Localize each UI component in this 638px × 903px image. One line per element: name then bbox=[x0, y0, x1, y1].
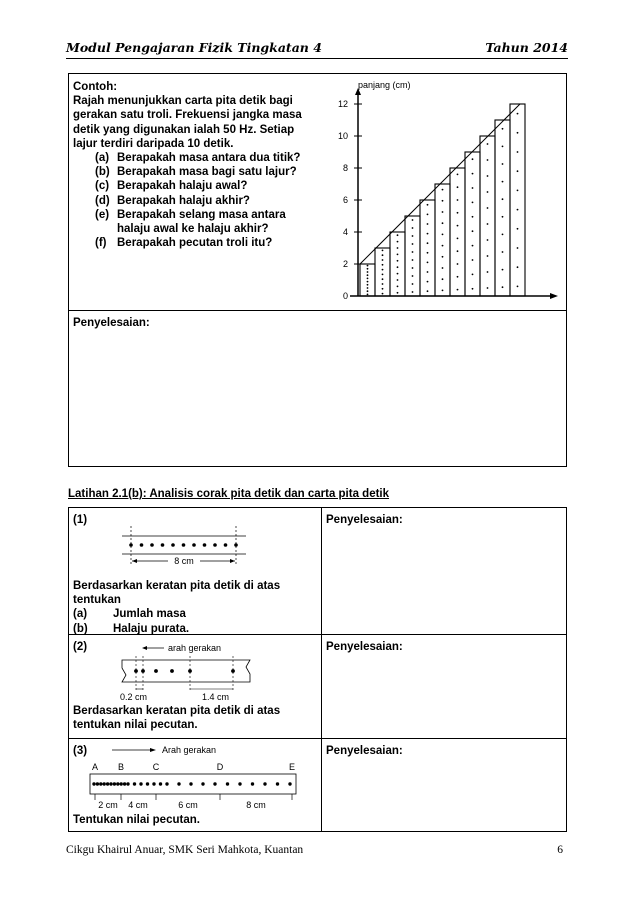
contoh-text bbox=[73, 80, 319, 250]
exercise-3-number: (3) bbox=[73, 745, 88, 757]
chart-strip-dot bbox=[517, 132, 519, 134]
tape-3-dot bbox=[109, 782, 112, 785]
tape-2-dot bbox=[141, 669, 145, 673]
chart-strip-dot bbox=[472, 259, 474, 261]
chart-strip-dot bbox=[442, 245, 444, 247]
header-title: Modul Pengajaran Fizik Tingkatan 4 bbox=[66, 40, 322, 55]
exercise-3-penyelesaian: Penyelesaian: bbox=[326, 745, 403, 757]
tape-3-dot bbox=[106, 782, 109, 785]
chart-strip-dot bbox=[442, 222, 444, 224]
footer-author: Cikgu Khairul Anuar, SMK Seri Mahkota, Kuantan bbox=[66, 844, 304, 856]
chart-tick-label: 0 bbox=[342, 291, 348, 301]
chart-strip-dot bbox=[412, 259, 414, 261]
tape-2 bbox=[112, 638, 262, 702]
chart-strip-dot bbox=[487, 159, 489, 161]
chart-strip-dot bbox=[502, 286, 504, 288]
tape-3-dot bbox=[133, 782, 136, 785]
chart-strip-dot bbox=[457, 263, 459, 265]
tape-1-dot bbox=[224, 543, 228, 547]
chart-strip-dot bbox=[412, 267, 414, 269]
header-rule bbox=[66, 58, 568, 59]
tape-1-dot bbox=[171, 543, 175, 547]
chart-tick-label: 10 bbox=[337, 131, 348, 141]
tape-1-dot bbox=[161, 543, 165, 547]
tape-3-segment-label: 4 cm bbox=[128, 800, 148, 810]
tape-1-dot bbox=[182, 543, 186, 547]
tape-3-dot bbox=[96, 782, 99, 785]
question-e: (e) Berapakah selang masa antara halaju awal ke halaju akhir? bbox=[95, 208, 286, 236]
contoh-intro: Rajah menunjukkan carta pita detik bagi gerakan satu troli. Frekuensi jangka masa detik yang digunakan ialah 50 Hz. Setiap lajur terdiri daripada 10 detik. bbox=[73, 95, 302, 150]
chart-strip-dot bbox=[442, 189, 444, 191]
chart-strip-dot bbox=[412, 275, 414, 277]
chart-strip-dot bbox=[382, 274, 384, 276]
tape-3-dot bbox=[201, 782, 204, 785]
tape-1-length-label: 8 cm bbox=[174, 556, 194, 566]
chart-strip-dot bbox=[472, 202, 474, 204]
chart-strip-dot bbox=[427, 204, 429, 206]
chart-strip-dot bbox=[457, 289, 459, 291]
chart-strip-dot bbox=[457, 212, 459, 214]
tape-1-dot bbox=[140, 543, 144, 547]
chart-strip-dot bbox=[427, 223, 429, 225]
chart-strip-dot bbox=[382, 278, 384, 280]
chart-strip-dot bbox=[517, 209, 519, 211]
exercise-1-number: (1) bbox=[73, 514, 88, 526]
chart-strip-dot bbox=[412, 243, 414, 245]
chart-strip-dot bbox=[472, 245, 474, 247]
chart-strip-dot bbox=[412, 235, 414, 237]
chart-strip-dot bbox=[382, 283, 384, 285]
tape-3-segment-label: 6 cm bbox=[178, 800, 198, 810]
latihan-col-divider bbox=[321, 507, 322, 832]
header-year: Tahun 2014 bbox=[485, 40, 568, 55]
contoh-penyelesaian: Penyelesaian: bbox=[73, 317, 150, 329]
chart-strip-dot bbox=[427, 262, 429, 264]
tape-3-dot bbox=[126, 782, 129, 785]
chart-strip-dot bbox=[457, 174, 459, 176]
tape-2-dot bbox=[154, 669, 158, 673]
tape-2-dot bbox=[134, 669, 138, 673]
tape-3-dot bbox=[165, 782, 168, 785]
chart-ylabel: panjang (cm) bbox=[358, 80, 411, 90]
question-b: (b) Berapakah masa bagi satu lajur? bbox=[95, 166, 297, 179]
tape-2-dot bbox=[188, 669, 192, 673]
exercise-1-a: (a) Jumlah masa bbox=[73, 608, 186, 621]
contoh-divider bbox=[68, 310, 567, 311]
tape-3-point-label: C bbox=[152, 762, 160, 772]
chart-strip-dot bbox=[487, 271, 489, 273]
tape-3-dot bbox=[159, 782, 162, 785]
question-a: (a) Berapakah masa antara dua titik? bbox=[95, 152, 301, 165]
chart-strip-dot bbox=[397, 260, 399, 262]
chart-strip-dot bbox=[382, 293, 384, 295]
question-c: (c) Berapakah halaju awal? bbox=[95, 180, 248, 193]
chart-strip-dot bbox=[517, 266, 519, 268]
tape-3-point-label: D bbox=[216, 762, 224, 772]
tape-1-dot bbox=[192, 543, 196, 547]
chart-strip-dot bbox=[472, 173, 474, 175]
chart-strip-dot bbox=[517, 170, 519, 172]
tape-2-dot bbox=[231, 669, 235, 673]
chart-tick-label: 12 bbox=[337, 99, 348, 109]
chart-strip-dot bbox=[487, 223, 489, 225]
exercise-1-instruction: Berdasarkan keratan pita detik di atas tentukan bbox=[73, 580, 281, 607]
chart-strip-dot bbox=[367, 274, 369, 276]
tape-3-dot bbox=[177, 782, 180, 785]
chart-strip-dot bbox=[397, 241, 399, 243]
chart-strip-dot bbox=[457, 276, 459, 278]
chart-strip-dot bbox=[442, 256, 444, 258]
chart-strip-dot bbox=[397, 266, 399, 268]
question-d: (d) Berapakah halaju akhir? bbox=[95, 194, 250, 207]
tape-1-dot bbox=[129, 543, 133, 547]
exercise-3-text: Tentukan nilai pecutan. bbox=[73, 814, 200, 826]
chart-strip-dot bbox=[442, 278, 444, 280]
tape-3 bbox=[86, 742, 306, 812]
chart-strip-dot bbox=[367, 271, 369, 273]
tape-3-dot bbox=[120, 782, 123, 785]
question-f: (f) Berapakah pecutan troli itu? bbox=[95, 237, 273, 250]
chart-strip-dot bbox=[442, 211, 444, 213]
chart-strip-dot bbox=[412, 251, 414, 253]
chart-strip-dot bbox=[442, 234, 444, 236]
chart-strip-dot bbox=[397, 286, 399, 288]
chart-strip-dot bbox=[517, 247, 519, 249]
chart-strip-dot bbox=[487, 191, 489, 193]
chart-strip-dot bbox=[472, 274, 474, 276]
tape-1-dot bbox=[234, 543, 238, 547]
chart-tick-label: 4 bbox=[342, 227, 348, 237]
chart-strip-dot bbox=[427, 214, 429, 216]
tape-2-short-label: 0.2 cm bbox=[120, 692, 148, 702]
chart-strip-dot bbox=[472, 288, 474, 290]
chart-diagonal bbox=[360, 104, 520, 264]
chart-strip-dot bbox=[442, 290, 444, 292]
exercise-2-number: (2) bbox=[73, 641, 88, 653]
chart-strip-dot bbox=[427, 252, 429, 254]
chart-strip-dot bbox=[412, 283, 414, 285]
tape-3-dot bbox=[103, 782, 106, 785]
chart-strip-dot bbox=[487, 239, 489, 241]
tape-3-dot bbox=[146, 782, 149, 785]
footer-page-number: 6 bbox=[557, 844, 563, 856]
tape-3-dot bbox=[99, 782, 102, 785]
exercise-2-penyelesaian: Penyelesaian: bbox=[326, 641, 403, 653]
chart-strip-dot bbox=[382, 264, 384, 266]
chart-strip-dot bbox=[382, 254, 384, 256]
chart-strip-dot bbox=[412, 291, 414, 293]
tape-2-long-label: 1.4 cm bbox=[202, 692, 230, 702]
chart-strip-dot bbox=[487, 255, 489, 257]
chart-strip-dot bbox=[367, 290, 369, 292]
chart-strip-dot bbox=[472, 216, 474, 218]
chart-strip-dot bbox=[397, 273, 399, 275]
tape-1-dot bbox=[213, 543, 217, 547]
chart-strip-dot bbox=[397, 279, 399, 281]
tape-3-dot bbox=[226, 782, 229, 785]
chart-strip-dot bbox=[502, 216, 504, 218]
chart-tick-label: 6 bbox=[342, 195, 348, 205]
chart-strip-dot bbox=[427, 271, 429, 273]
chart-strip-dot bbox=[457, 225, 459, 227]
chart-strip-dot bbox=[367, 287, 369, 289]
tape-2-dot bbox=[170, 669, 174, 673]
exercise-2-text: Berdasarkan keratan pita detik di atas tentukan nilai pecutan. bbox=[73, 705, 281, 732]
chart-strip-dot bbox=[367, 294, 369, 296]
tape-3-dot bbox=[213, 782, 216, 785]
exercise-1-penyelesaian: Penyelesaian: bbox=[326, 514, 403, 526]
chart-strip-dot bbox=[427, 281, 429, 283]
chart-strip-dot bbox=[487, 287, 489, 289]
chart-strip-dot bbox=[502, 146, 504, 148]
exercise-1-text bbox=[73, 579, 313, 636]
chart-strip-dot bbox=[472, 158, 474, 160]
tape-3-point-label: E bbox=[288, 762, 296, 772]
chart-strip-dot bbox=[427, 233, 429, 235]
latihan-title: Latihan 2.1(b): Analisis corak pita detik dan carta pita detik bbox=[68, 488, 390, 500]
tape-3-dot bbox=[123, 782, 126, 785]
exercise-1-b: (b) Halaju purata. bbox=[73, 622, 190, 635]
tape-3-dot bbox=[152, 782, 155, 785]
chart-strip-dot bbox=[502, 128, 504, 130]
chart-strip-dot bbox=[487, 207, 489, 209]
tape-1-dot bbox=[150, 543, 154, 547]
chart-strip-dot bbox=[517, 151, 519, 153]
chart-strip-dot bbox=[382, 259, 384, 261]
tape-1 bbox=[118, 524, 250, 570]
chart-strip-dot bbox=[382, 288, 384, 290]
chart-strip-dot bbox=[397, 254, 399, 256]
tape-3-dot bbox=[189, 782, 192, 785]
chart-strip-dot bbox=[382, 269, 384, 271]
chart-strip-dot bbox=[517, 286, 519, 288]
tape-2-direction-label: arah gerakan bbox=[168, 643, 222, 653]
chart-strip-dot bbox=[397, 292, 399, 294]
contoh-heading: Contoh: bbox=[73, 81, 118, 93]
chart-strip-dot bbox=[457, 250, 459, 252]
chart-strip-dot bbox=[517, 228, 519, 230]
chart-strip-dot bbox=[367, 268, 369, 270]
chart-strip-dot bbox=[457, 238, 459, 240]
chart-strip-dot bbox=[397, 234, 399, 236]
chart-strip-dot bbox=[472, 187, 474, 189]
tape-chart bbox=[330, 78, 562, 308]
tape-3-dot bbox=[92, 782, 95, 785]
chart-strip-dot bbox=[367, 278, 369, 280]
chart-strip-dot bbox=[502, 234, 504, 236]
tape-3-dot bbox=[276, 782, 279, 785]
chart-strip-dot bbox=[517, 113, 519, 115]
tape-3-dot bbox=[113, 782, 116, 785]
chart-strip-dot bbox=[427, 242, 429, 244]
tape-3-dot bbox=[288, 782, 291, 785]
chart-strip-dot bbox=[472, 230, 474, 232]
tape-3-segment-label: 8 cm bbox=[246, 800, 266, 810]
chart-strip-dot bbox=[412, 219, 414, 221]
chart-strip-dot bbox=[517, 190, 519, 192]
chart-strip-dot bbox=[367, 281, 369, 283]
chart-strip-dot bbox=[367, 265, 369, 267]
chart-x-arrow bbox=[550, 293, 558, 299]
chart-strip-dot bbox=[397, 247, 399, 249]
chart-tick-label: 2 bbox=[342, 259, 348, 269]
tape-3-dot bbox=[116, 782, 119, 785]
chart-strip-dot bbox=[457, 199, 459, 201]
tape-1-dot bbox=[203, 543, 207, 547]
tape-3-dot bbox=[238, 782, 241, 785]
chart-strip-dot bbox=[367, 284, 369, 286]
chart-strip-dot bbox=[442, 200, 444, 202]
chart-strip-dot bbox=[412, 227, 414, 229]
tape-3-segment-label: 2 cm bbox=[98, 800, 118, 810]
chart-strip-dot bbox=[502, 181, 504, 183]
chart-strip-dot bbox=[502, 163, 504, 165]
chart-strip-dot bbox=[502, 251, 504, 253]
chart-tick-label: 8 bbox=[342, 163, 348, 173]
tape-3-dot bbox=[251, 782, 254, 785]
chart-strip-dot bbox=[502, 198, 504, 200]
chart-strip-dot bbox=[427, 290, 429, 292]
tape-3-dot bbox=[139, 782, 142, 785]
tape-3-point-label: B bbox=[117, 762, 125, 772]
chart-strip-dot bbox=[442, 267, 444, 269]
chart-strip-dot bbox=[502, 269, 504, 271]
tape-3-direction-label: Arah gerakan bbox=[162, 745, 217, 755]
chart-strip-dot bbox=[487, 175, 489, 177]
chart-strip-dot bbox=[382, 250, 384, 252]
chart-strip-dot bbox=[457, 186, 459, 188]
row-divider-2 bbox=[68, 738, 567, 739]
tape-3-dot bbox=[263, 782, 266, 785]
tape-3-point-label: A bbox=[91, 762, 99, 772]
chart-strip-dot bbox=[487, 143, 489, 145]
